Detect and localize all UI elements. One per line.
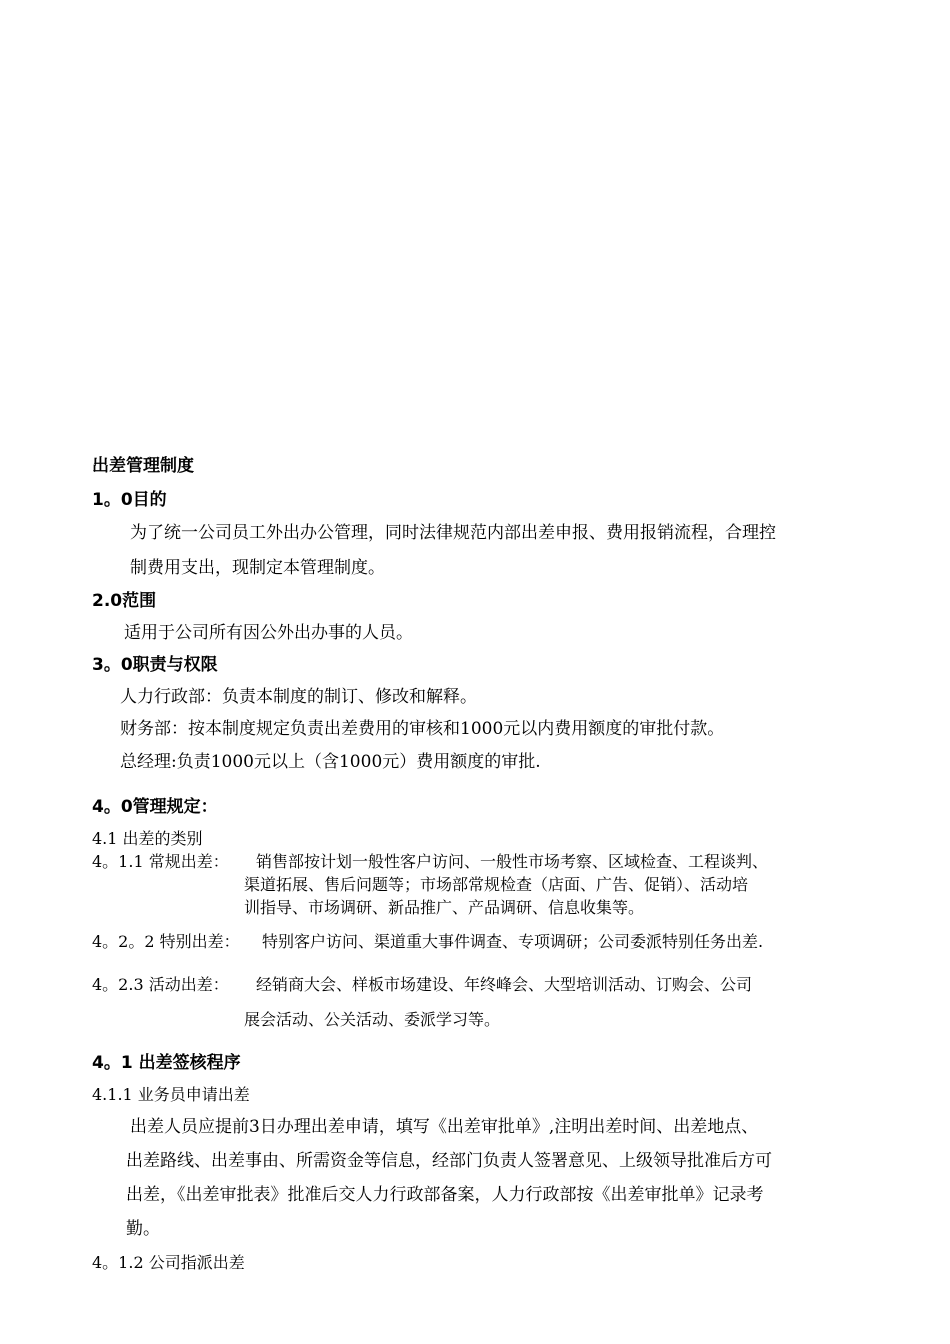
section-4-heading: 4。0管理规定：: [92, 797, 218, 817]
section-3-heading: 3。0职责与权限: [92, 655, 218, 675]
section-3-line: 人力行政部：负责本制度的制订、修改和解释。: [120, 687, 477, 707]
item-line: 训指导、市场调研、新品推广、产品调研、信息收集等。: [244, 898, 645, 917]
item-line: 特别客户访问、渠道重大事件调查、专项调研；公司委派特别任务出差.: [262, 932, 764, 951]
item-label: 4。2.3 活动出差：: [92, 975, 229, 994]
item-label: 4。2。2 特别出差：: [92, 932, 240, 951]
item-label: 4.1.1 业务员申请出差: [92, 1085, 250, 1104]
item-line: 渠道拓展、售后问题等；市场部常规检查（店面、广告、促销）、活动培: [244, 875, 749, 894]
section-1-paragraph-line: 制费用支出，现制定本管理制度。: [130, 558, 385, 578]
section-1-heading: 1。0目的: [92, 490, 167, 510]
item-line: 展会活动、公关活动、委派学习等。: [244, 1010, 501, 1029]
subsection-heading-bold: 4。1 出差签核程序: [92, 1053, 241, 1073]
paragraph-line: 出差人员应提前3日办理出差申请，填写《出差审批单》,注明出差时间、出差地点、: [130, 1117, 759, 1137]
item-label: 4。1.2 公司指派出差: [92, 1253, 245, 1272]
doc-title: 出差管理制度: [92, 456, 194, 476]
section-1-paragraph-line: 为了统一公司员工外出办公管理，同时法律规范内部出差申报、费用报销流程，合理控: [130, 523, 776, 543]
subsection-heading: 4.1 出差的类别: [92, 829, 203, 848]
section-3-line: 财务部：按本制度规定负责出差费用的审核和1000元以内费用额度的审批付款。: [120, 719, 725, 739]
section-2-paragraph: 适用于公司所有因公外出办事的人员。: [124, 623, 413, 643]
item-label: 4。1.1 常规出差：: [92, 852, 229, 871]
paragraph-line: 勤。: [126, 1219, 160, 1239]
paragraph-line: 出差路线、出差事由、所需资金等信息，经部门负责人签署意见、上级领导批准后方可: [126, 1151, 772, 1171]
item-line: 销售部按计划一般性客户访问、一般性市场考察、区域检查、工程谈判、: [256, 852, 769, 871]
item-line: 经销商大会、样板市场建设、年终峰会、大型培训活动、订购会、公司: [256, 975, 753, 994]
section-3-line: 总经理:负责1000元以上（含1000元）费用额度的审批.: [120, 752, 541, 772]
section-2-heading: 2.0范围: [92, 591, 157, 611]
paragraph-line: 出差，《出差审批表》批准后交人力行政部备案，人力行政部按《出差审批单》记录考: [126, 1185, 764, 1205]
